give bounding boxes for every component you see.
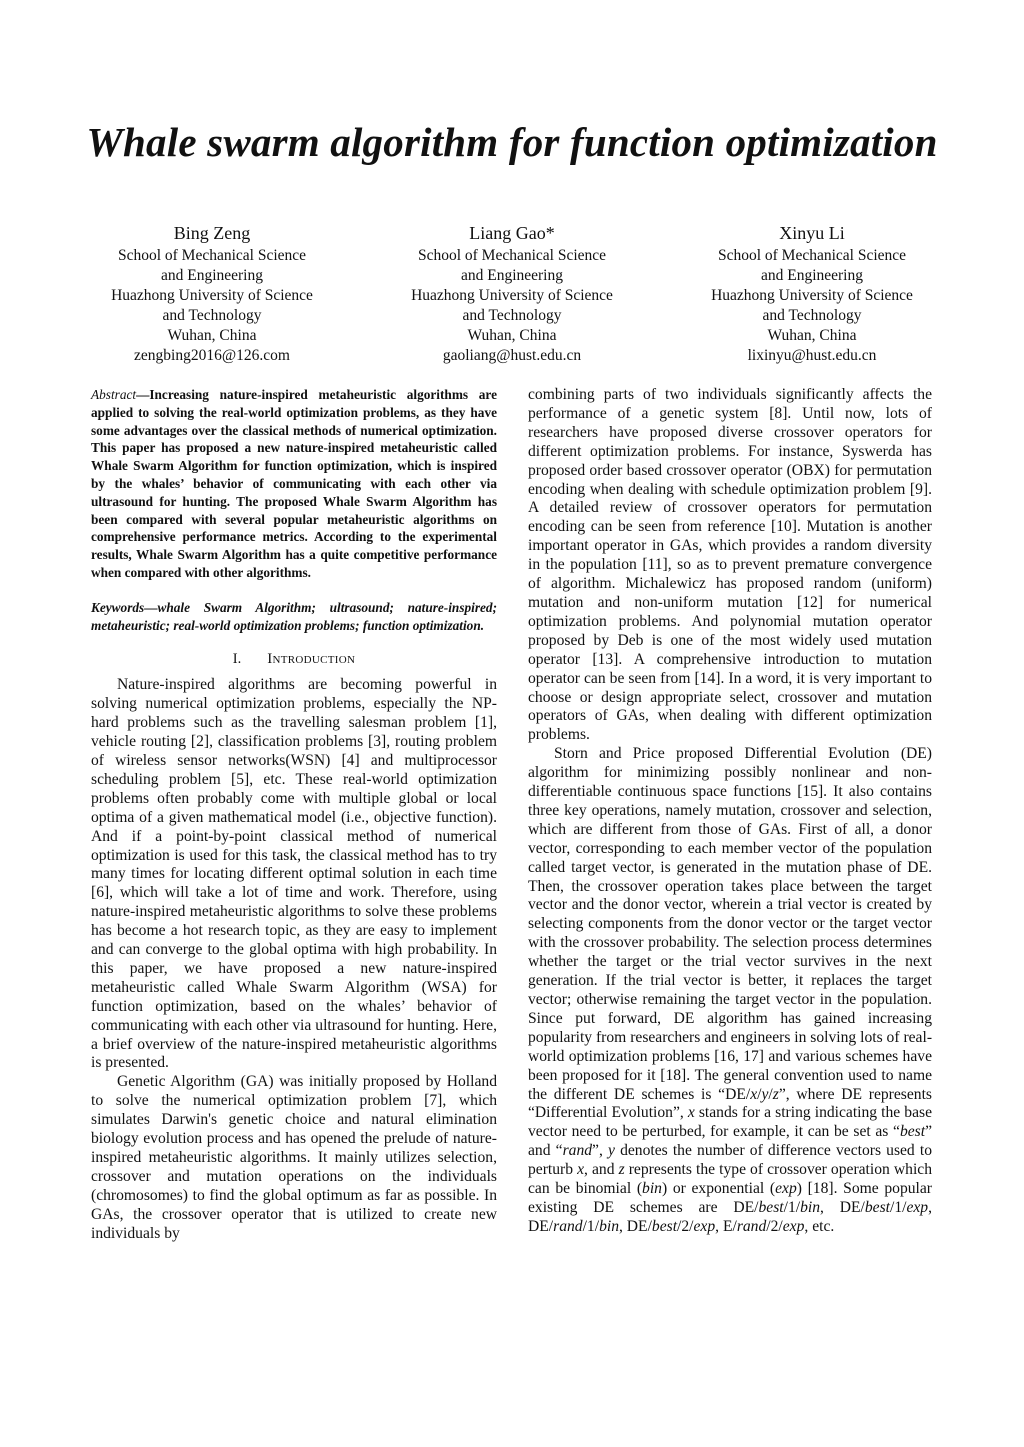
de-text: ” and “ bbox=[528, 1123, 932, 1160]
de-scheme: E/ bbox=[722, 1217, 737, 1235]
de-text: ) [18]. Some popular existing DE schemes are bbox=[528, 1180, 932, 1216]
de-text: , bbox=[928, 1198, 933, 1216]
author-name: Liang Gao* bbox=[469, 223, 555, 243]
de-text: represents the type of crossover operation which can be binomial ( bbox=[528, 1161, 932, 1198]
author-univ-2: and Technology bbox=[162, 307, 262, 324]
author-univ: Huazhong University of Science bbox=[111, 287, 313, 304]
author-dept-2: and Engineering bbox=[760, 267, 863, 284]
de-var: exp bbox=[906, 1198, 929, 1216]
author-dept: School of Mechanical Science bbox=[417, 247, 607, 264]
author-dept-2: and Engineering bbox=[160, 267, 263, 284]
de-var: bin bbox=[800, 1198, 821, 1216]
de-var: bin bbox=[599, 1217, 619, 1235]
de-var: z bbox=[772, 1085, 779, 1103]
de-scheme: DE/ bbox=[733, 1198, 759, 1216]
paragraph-ga: Genetic Algorithm (GA) was initially proposed by Holland to solve the numerical optimization problem [7], which simulates Darwin's genetic choice and natural elimination biology evolution process and has opened the prelude of nature-inspired metaheuristic algorithms. It mainly utilizes selection, crossover and mutation operations on the individuals (chromosomes) to find the global optimum as far as possible. In GAs, the crossover operator that is utilized to create new individuals by bbox=[91, 1073, 497, 1242]
author-2 bbox=[362, 221, 662, 366]
author-block bbox=[62, 221, 962, 366]
author-city: Wuhan, China bbox=[167, 327, 257, 344]
de-var: y bbox=[608, 1142, 615, 1160]
de-text: / bbox=[768, 1085, 773, 1103]
author-3 bbox=[662, 221, 962, 366]
de-var: best bbox=[758, 1198, 784, 1216]
de-var: rand bbox=[553, 1217, 583, 1235]
de-text: , bbox=[619, 1217, 627, 1235]
de-var: x bbox=[750, 1085, 758, 1103]
author-dept: School of Mechanical Science bbox=[717, 247, 907, 264]
section-title: Introduction bbox=[267, 651, 356, 668]
de-text: ) or exponential ( bbox=[661, 1180, 776, 1198]
de-text: ”, bbox=[592, 1142, 609, 1160]
left-column bbox=[91, 386, 497, 1244]
de-scheme: DE/ bbox=[528, 1217, 554, 1235]
section-number: I. bbox=[232, 651, 242, 668]
de-scheme: /1/ bbox=[582, 1217, 600, 1235]
paragraph-ga-continued: combining parts of two individuals significantly affects the performance of a genetic system [8]. Until now, lots of researchers have proposed diverse crossover operators for different optimization problems. For instance, Syswerda has proposed order based crossover operator (OBX) for permutation encoding when dealing with schedule optimization problem [9]. A detailed review of crossover operators for permutation encoding can be seen from reference [10]. Mutation is another important operator in GAs, which provides a random diversity in the population [11], so as to prevent premature convergence of algorithm. Michalewicz has proposed random (uniform) mutation and non-uniform mutation [12] for numerical optimization problems. And polynomial mutation operator proposed by Deb is one of the most widely used mutation operator [13]. A comprehensive introduction to mutation operator can be seen from [14]. In a word, it is very important to choose or design appropriate select, crossover and mutation operators of GAs, when dealing with different optimization problems. bbox=[528, 386, 932, 744]
author-univ: Huazhong University of Science bbox=[711, 287, 913, 304]
de-var: exp bbox=[693, 1217, 716, 1235]
de-var: x bbox=[687, 1104, 695, 1122]
de-var: best bbox=[651, 1217, 678, 1235]
de-var: y bbox=[761, 1085, 769, 1103]
de-scheme: DE/ bbox=[626, 1217, 652, 1235]
de-var: best bbox=[899, 1123, 926, 1141]
de-text: Storn and Price proposed Differential Evolution (DE) algorithm for minimizing possibly nonlinear and non-differentiable continuous space functions [15]. It also contains three key operations, namely mutation, crossover and selection, which are different from those of GAs. First of all, a donor vector, corresponding to each member vector of the population called target vector, is generated in the mutation phase of DE. Then, the crossover operation takes place between the target vector and the donor vector, wherein a trial vector is created by selecting components from the donor vector or the target vector with the crossover probability. The selection process determines whether the target or the trial vector survives in the next generation. If the trial vector is better, it replaces the target vector; otherwise remaining the target vector in the population. Since put forward, DE algorithm has gained increasing popularity from researchers and engineers in solving lots of real-world optimization problems [16, 17] and various schemes have been proposed for it [18]. The general convention used to name the different DE schemes is “ bbox=[528, 745, 933, 1103]
paragraph-intro: Nature-inspired algorithms are becoming powerful in solving numerical optimization problems, especially the NP-hard problems such as the travelling salesman problem [1], vehicle routing [2], classification problems [3], routing problem of wireless sensor networks(WSN) [4] and multiprocessor scheduling problem [5], etc. These real-world optimization problems often probably come with multiple global or local optima of a given mathematical model (i.e., objective function). And if a point-by-point classical method of numerical optimization is used for this task, the classical method has to try many times for locating different optimal solution in each time [6], which will take a lot of time and work. Therefore, using nature-inspired metaheuristic algorithms to solve these problems has become a hot research topic, as they are easy to implement and can converge to the global optima with high probability. In this paper, we have proposed a new nature-inspired metaheuristic called Whale Swarm Algorithm (WSA) for function optimization, based on the whales’ behavior of communicating with each other via ultrasound for hunting. Here, a brief overview of the nature-inspired metaheuristic algorithms is presented. bbox=[91, 676, 497, 1072]
author-univ-2: and Technology bbox=[462, 307, 562, 324]
author-name: Bing Zeng bbox=[173, 223, 251, 243]
de-text: , bbox=[820, 1198, 840, 1216]
author-1 bbox=[62, 221, 362, 366]
de-text: , and bbox=[584, 1161, 619, 1179]
de-scheme: /2/ bbox=[677, 1217, 694, 1235]
de-scheme: DE/ bbox=[839, 1198, 865, 1216]
de-var: bin bbox=[642, 1180, 662, 1198]
author-dept: School of Mechanical Science bbox=[117, 247, 307, 264]
author-univ-2: and Technology bbox=[762, 307, 862, 324]
de-var: z bbox=[618, 1161, 625, 1179]
author-email: lixinyu@hust.edu.cn bbox=[747, 347, 877, 364]
de-scheme: /1/ bbox=[890, 1198, 907, 1216]
paragraph-de bbox=[528, 745, 932, 1237]
de-var: rand bbox=[736, 1217, 767, 1235]
de-var: rand bbox=[562, 1142, 593, 1160]
keywords: Keywords—whale Swarm Algorithm; ultrasound; nature-inspired; metaheuristic; real-world optimization problems; function optimization. bbox=[91, 599, 497, 633]
section-heading bbox=[91, 651, 497, 668]
de-text: , etc. bbox=[804, 1217, 835, 1235]
de-text: stands for a string indicating the base vector need to be perturbed, for example, it can be set as “ bbox=[528, 1104, 932, 1141]
de-var: exp bbox=[782, 1217, 805, 1235]
author-univ: Huazhong University of Science bbox=[411, 287, 613, 304]
de-text: DE/ bbox=[725, 1085, 751, 1103]
author-email: gaoliang@hust.edu.cn bbox=[442, 347, 582, 364]
abstract-text: —Increasing nature-inspired metaheuristic algorithms are applied to solving the real-world optimization problems, as they have some advantages over the classical methods of numerical optimization. This paper has proposed a new nature-inspired metaheuristic called Whale Swarm Algorithm for function optimization, which is inspired by the whales’ behavior of communicating with each other via ultrasound for hunting. The proposed Whale Swarm Algorithm has been compared with several popular metaheuristic algorithms on comprehensive performance metrics. According to the experimental results, Whale Swarm Algorithm has a quite competitive performance when compared with other algorithms. bbox=[91, 387, 497, 580]
de-text: ”, where DE represents “Differential Evolution”, bbox=[528, 1085, 932, 1122]
de-var: exp bbox=[775, 1180, 797, 1198]
abstract-label: Abstract bbox=[91, 387, 137, 402]
de-text: denotes the number of difference vectors used to perturb bbox=[528, 1142, 932, 1179]
de-var: x bbox=[577, 1161, 585, 1179]
author-city: Wuhan, China bbox=[767, 327, 857, 344]
de-text: , bbox=[715, 1217, 723, 1235]
author-dept-2: and Engineering bbox=[460, 267, 563, 284]
author-name: Xinyu Li bbox=[779, 223, 845, 243]
de-scheme: /2/ bbox=[766, 1217, 783, 1235]
author-city: Wuhan, China bbox=[467, 327, 557, 344]
de-var: best bbox=[864, 1198, 890, 1216]
de-scheme: /1/ bbox=[783, 1198, 801, 1216]
paper-title: Whale swarm algorithm for function optimization bbox=[86, 119, 938, 165]
de-text: / bbox=[757, 1085, 762, 1103]
right-column bbox=[528, 386, 932, 1237]
author-email: zengbing2016@126.com bbox=[134, 347, 290, 364]
abstract bbox=[91, 386, 497, 582]
